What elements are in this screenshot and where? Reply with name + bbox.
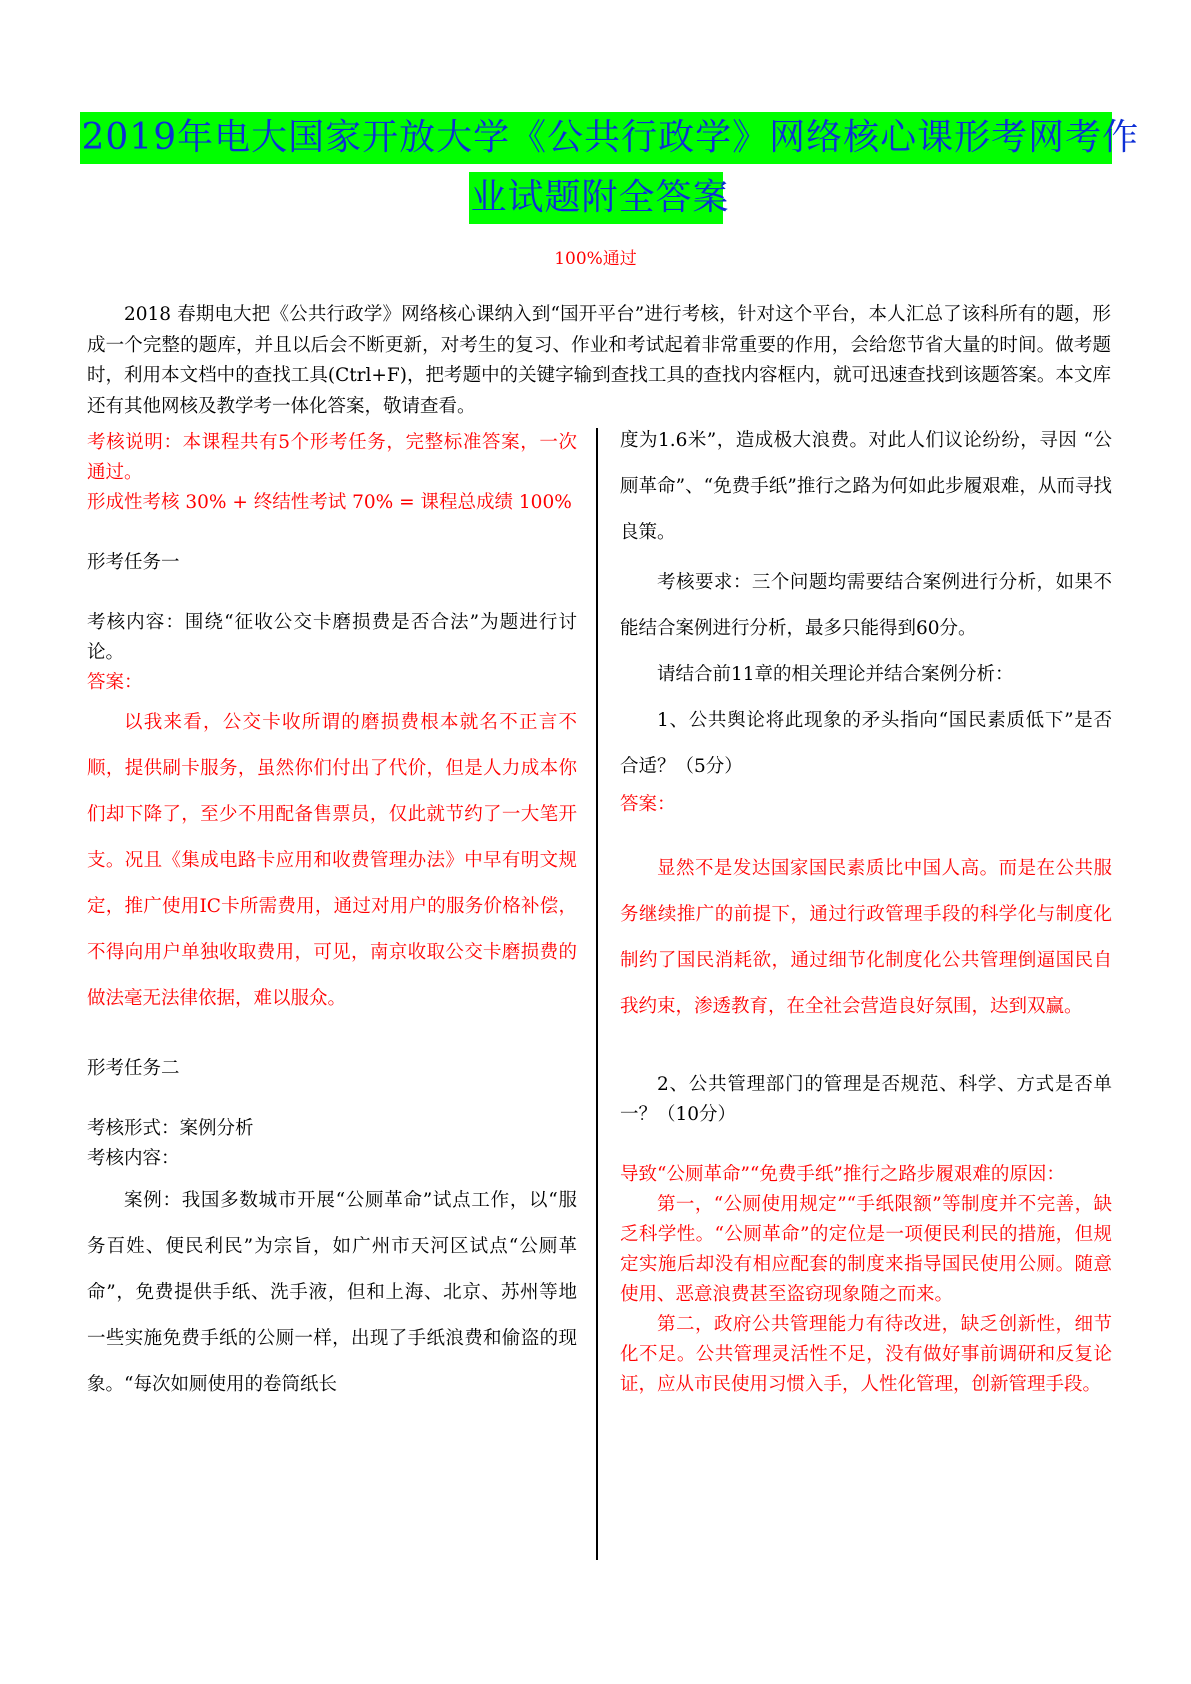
grade-formula: 形成性考核 30% + 终结性考试 70% = 课程总成绩 100% [87, 492, 572, 513]
task-1-content: 考核内容：围绕“征收公交卡磨损费是否合法”为题进行讨论。 [87, 612, 577, 663]
question-1-answer: 显然不是发达国家国民素质比中国人高。而是在公共服务继续推广的前提下，通过行政管理手段的科学化与制度化制约了国民消耗欲，通过细节化制度化公共管理倒逼国民自我约束，渗透教育，在全社会营造良好氛围，达到双赢。 [620, 858, 1112, 1017]
task-1-answer-label: 答案： [87, 672, 143, 693]
assessment-requirement: 考核要求：三个问题均需要结合案例进行分析，如果不能结合案例进行分析，最多只能得到60分。 [620, 572, 1112, 639]
left-column [87, 428, 577, 1408]
document-title-line-1: 2019年电大国家开放大学《公共行政学》网络核心课形考网考作 [80, 112, 1112, 164]
intro-paragraph: 2018 春期电大把《公共行政学》网络核心课纳入到“国开平台”进行考核，针对这个平台，本人汇总了该科所有的题，形成一个完整的题库，并且以后会不断更新，对考生的复习、作业和考试起着非常重要的作用，会给您节省大量的时间。做考题时，利用本文档中的查找工具(Ctrl+F)，把考题中的关键字输到查找工具的查找内容框内，就可迅速查找到该题答案。本文库还有其他网核及教学考一体化答案，敬请查看。 [87, 304, 1111, 417]
question-2: 2、公共管理部门的管理是否规范、科学、方式是否单一？（10分） [620, 1074, 1112, 1125]
pass-rate-subtitle: 100%通过 [554, 249, 637, 269]
question-2-answer-point-2: 第二，政府公共管理能力有待改进，缺乏创新性，细节化不足。公共管理灵活性不足，没有做好事前调研和反复论证，应从市民使用习惯入手，人性化管理，创新管理手段。 [620, 1314, 1112, 1395]
analysis-instruction: 请结合前11章的相关理论并结合案例分析： [657, 664, 1014, 685]
question-1-answer-label: 答案： [620, 794, 676, 815]
task-2-form: 考核形式：案例分析 [87, 1118, 254, 1139]
column-divider [596, 428, 598, 1560]
case-continuation: 度为1.6米”，造成极大浪费。对此人们议论纷纷，寻因 “公厕革命”、“免费手纸”推行之路为何如此步履艰难，从而寻找良策。 [620, 430, 1112, 543]
right-column [620, 428, 1112, 1400]
assessment-note: 考核说明：本课程共有5个形考任务，完整标准答案，一次通过。 [87, 432, 577, 483]
document-title-line-1-wrap [0, 112, 1191, 164]
document-title-line-2-wrap [0, 172, 1191, 224]
question-2-answer-intro: 导致“公厕革命”“免费手纸”推行之路步履艰难的原因： [620, 1164, 1065, 1185]
document-title-line-2: 业试题附全答案 [469, 172, 723, 224]
task-2-content-label: 考核内容： [87, 1148, 180, 1169]
task-2-case: 案例：我国多数城市开展“公厕革命”试点工作，以“服务百姓、便民利民”为宗旨，如广州市天河区试点“公厕革命”，免费提供手纸、洗手液，但和上海、北京、苏州等地一些实施免费手纸的公厕一样，出现了手纸浪费和偷盗的现象。“每次如厕使用的卷筒纸长 [87, 1190, 577, 1395]
task-2-heading: 形考任务二 [87, 1058, 180, 1079]
task-1-answer: 以我来看，公交卡收所谓的磨损费根本就名不正言不顺，提供刷卡服务，虽然你们付出了代价，但是人力成本你们却下降了，至少不用配备售票员，仅此就节约了一大笔开支。况且《集成电路卡应用和收费管理办法》中早有明文规定，推广使用IC卡所需费用，通过对用户的服务价格补偿，不得向用户单独收取费用，可见，南京收取公交卡磨损费的做法毫无法律依据，难以服众。 [87, 712, 577, 1009]
question-1: 1、公共舆论将此现象的矛头指向“国民素质低下”是否合适？（5分） [620, 710, 1112, 777]
question-2-answer-point-1: 第一，“公厕使用规定”“手纸限额”等制度并不完善，缺乏科学性。“公厕革命”的定位是一项便民利民的措施，但规定实施后却没有相应配套的制度来指导国民使用公厕。随意使用、恶意浪费甚至盗窃现象随之而来。 [620, 1194, 1112, 1305]
task-1-heading: 形考任务一 [87, 552, 180, 573]
